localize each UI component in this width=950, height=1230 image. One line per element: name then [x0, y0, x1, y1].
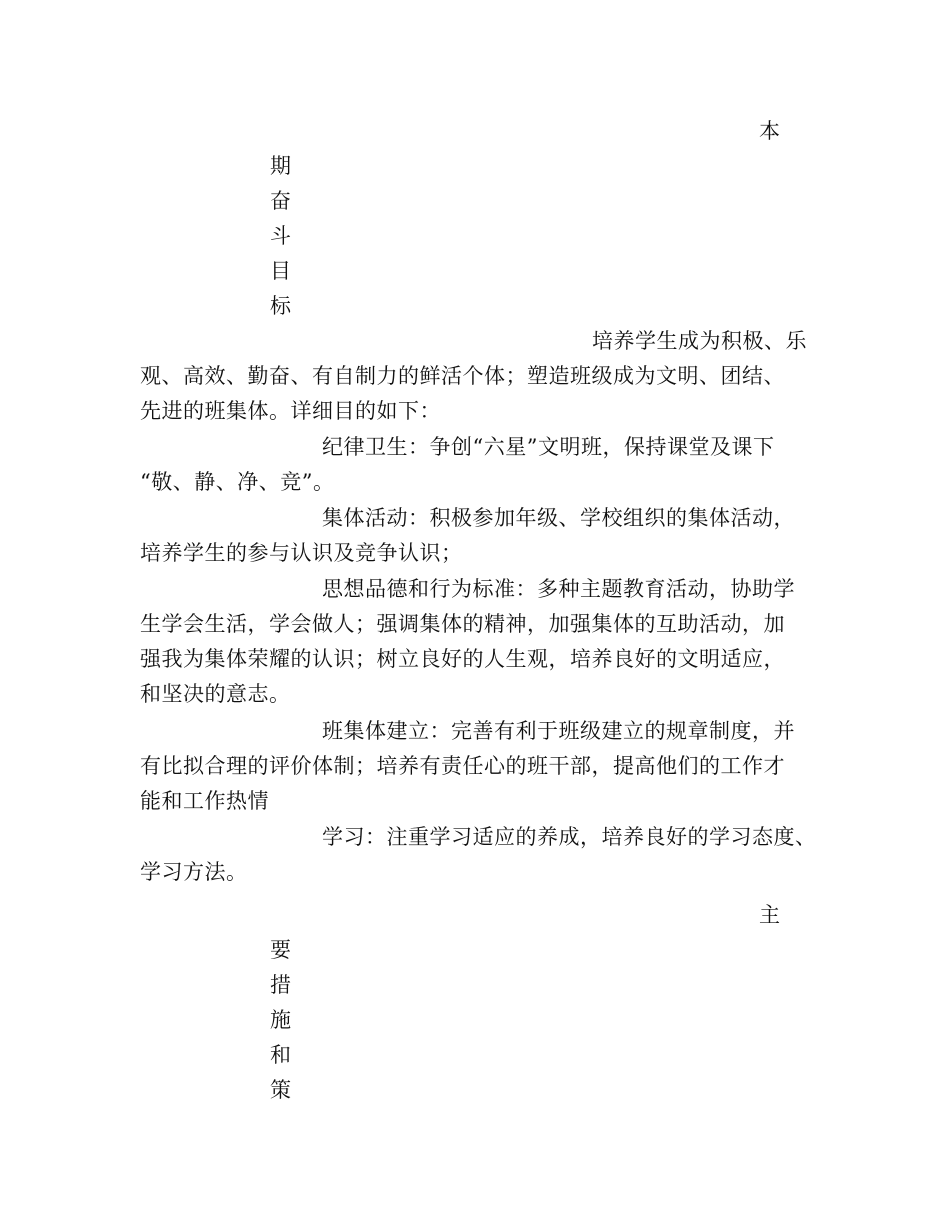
- morality-paragraph-line: 和坚决的意志。: [140, 682, 291, 706]
- morality-paragraph-line: 生学会生活，学会做人；强调集体的精神，加强集体的互助活动，加: [140, 612, 785, 636]
- morality-paragraph-line: 思想品德和行为标准：多种主题教育活动，协助学: [322, 577, 795, 601]
- study-paragraph-line: 学习：注重学习适应的养成，培养良好的学习态度、: [322, 825, 817, 849]
- heading-measures-char: 策: [270, 1078, 291, 1102]
- heading-goals-char: 期: [270, 154, 291, 178]
- heading-measures-char: 施: [270, 1008, 291, 1032]
- class-building-paragraph-line: 班集体建立：完善有利于班级建立的规章制度，并: [322, 719, 795, 743]
- activities-paragraph-line: 集体活动：积极参加年级、学校组织的集体活动，: [322, 506, 795, 530]
- goal-paragraph-line: 先进的班集体。详细目的如下：: [140, 399, 441, 423]
- heading-measures-first-char: 主: [759, 903, 780, 927]
- discipline-paragraph-line: 纪律卫生：争创“六星”文明班，保持课堂及课下: [322, 435, 775, 459]
- discipline-paragraph-line: “敬、静、净、竞”。: [140, 470, 335, 494]
- heading-goals-char: 标: [270, 294, 291, 318]
- heading-measures-char: 和: [270, 1043, 291, 1067]
- class-building-paragraph-line: 能和工作热情: [140, 789, 269, 813]
- class-building-paragraph-line: 有比拟合理的评价体制；培养有责任心的班干部，提高他们的工作才: [140, 754, 785, 778]
- study-paragraph-line: 学习方法。: [140, 860, 248, 884]
- heading-goals-char: 斗: [270, 224, 291, 248]
- heading-measures-char: 要: [270, 938, 291, 962]
- heading-goals-first-char: 本: [759, 119, 780, 143]
- goal-paragraph-line: 观、高效、勤奋、有自制力的鲜活个体；塑造班级成为文明、团结、: [140, 364, 785, 388]
- goal-paragraph-line: 培养学生成为积极、乐: [592, 329, 807, 353]
- heading-goals-char: 奋: [270, 189, 291, 213]
- heading-measures-char: 措: [270, 973, 291, 997]
- heading-goals-char: 目: [270, 259, 291, 283]
- morality-paragraph-line: 强我为集体荣耀的认识；树立良好的人生观，培养良好的文明适应，: [140, 647, 785, 671]
- activities-paragraph-line: 培养学生的参与认识及竞争认识；: [140, 541, 463, 565]
